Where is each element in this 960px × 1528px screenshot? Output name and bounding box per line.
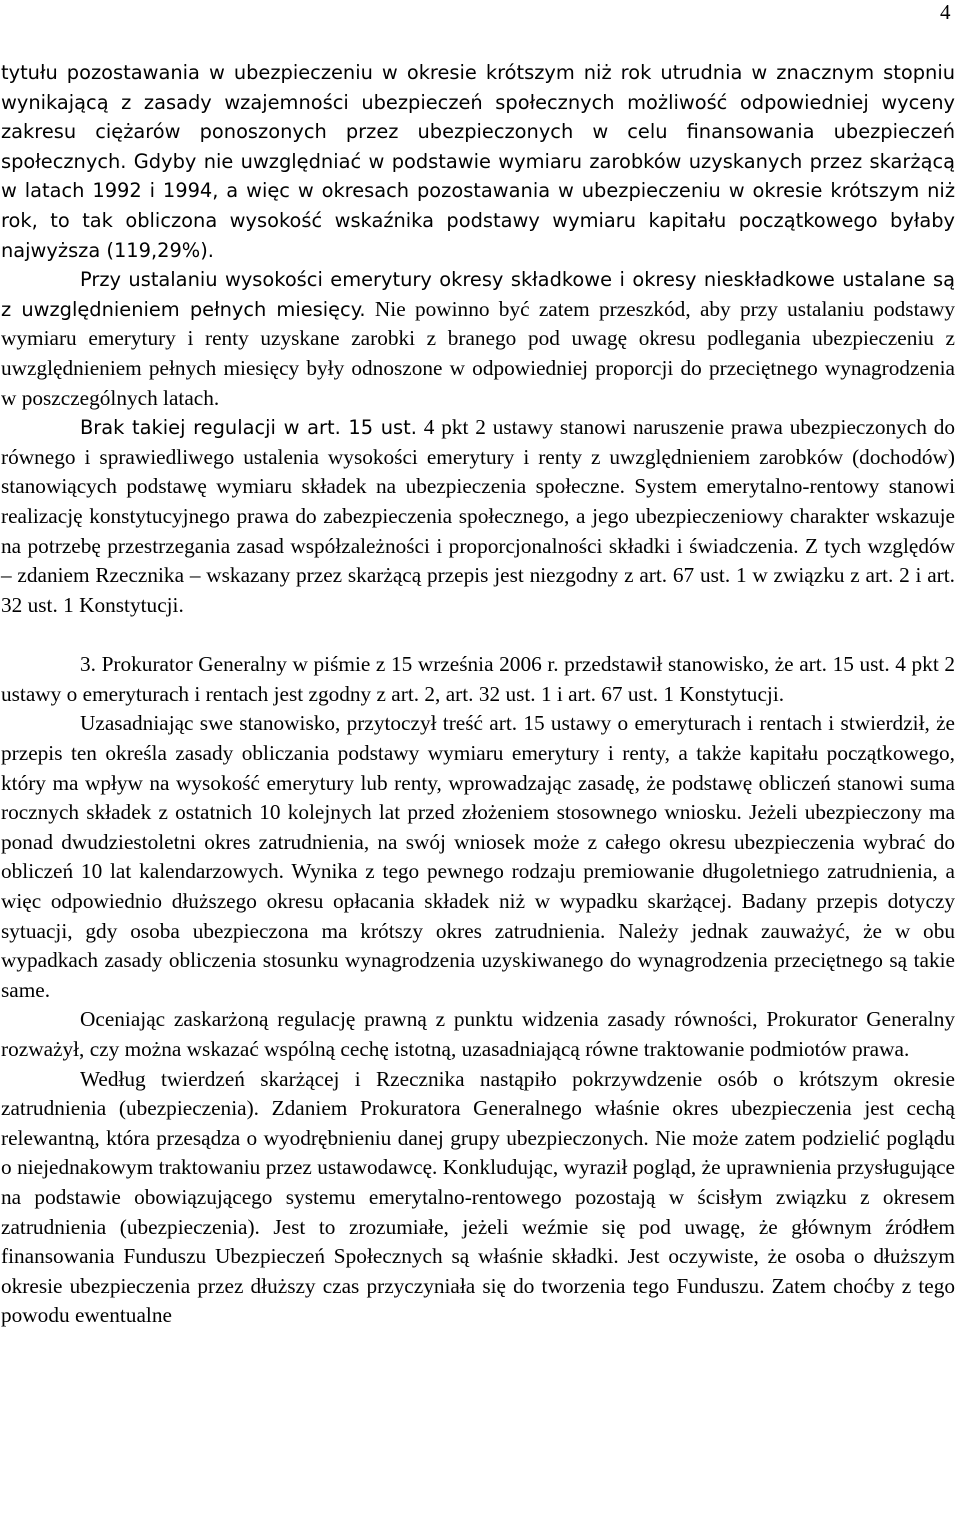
paragraph-serif-run: Nie powinno być zatem przeszkód, aby przy ustalaniu podstawy wymiaru emerytury i renty uzyskane zarobki z branego pod uwagę okresu podlegania ubezpieczeniu z uwzględnieniem pełnych miesięcy były odnoszone w odpowiedniej proporcji do przeciętnego wynagrodzenia w poszczególnych latach. bbox=[1, 296, 955, 410]
paragraph-serif-run: 4 pkt 2 ustawy stanowi naruszenie prawa ubezpieczonych do równego i sprawiedliwego ustalenia wysokości emerytury i renty z uwzględnieniem zarobków (dochodów) stanowiących podstawę wymiaru składek na ubezpieczenia społeczne. System emerytalno-rentowy stanowi realizację konstytucyjnego prawa do zabezpieczenia społecznego, a jego ubezpieczeniowy charakter wskazuje na potrzebę przestrzegania zasad współzależności i proporcjonalności składki i świadczenia. Z tych względów – zdaniem Rzecznika – wskazany przez skarżącą przepis jest niezgodny z art. 67 ust. 1 w związku z art. 2 i art. 32 ust. 1 Konstytucji. bbox=[1, 415, 955, 617]
paragraph-equality: Oceniając zaskarżoną regulację prawną z punktu widzenia zasady równości, Prokurator Generalny rozważył, czy można wskazać wspólną cechę istotną, uzasadniającą równe traktowanie podmiotów prawa. bbox=[1, 1007, 955, 1061]
paragraph-sans-run: Brak takiej regulacji w art. 15 ust. bbox=[80, 416, 417, 440]
paragraph-full-months bbox=[1, 265, 955, 413]
paragraph-continuation: tytułu pozostawania w ubezpieczeniu w okresie krótszym niż rok utrudnia w znacznym stopniu wynikającą z zasady wzajemności ubezpieczeń społecznych możliwość odpowiedniej wyceny zakresu ciężarów ponoszonych przez ubezpieczonych w celu finansowania ubezpieczeń społecznych. Gdyby nie uwzględniać w podstawie wymiaru zarobków uzyskanych przez skarżącą w latach 1992 i 1994, a więc w okresach pozostawania w ubezpieczeniu w okresie krótszym niż rok, to tak obliczona wysokość wskaźnika podstawy wymiaru kapitału początkowego byłaby najwyższa (119,29%). bbox=[1, 61, 955, 262]
document-body bbox=[1, 58, 955, 1331]
paragraph-sans-run: Przy ustalaniu wysokości emerytury okresy składkowe i okresy nieskładkowe ustalane są z uwzględnieniem pełnych miesięcy. bbox=[1, 268, 955, 321]
page-number: 4 bbox=[940, 0, 951, 24]
paragraph-violation bbox=[1, 413, 955, 620]
paragraph-conclusion: Według twierdzeń skarżącej i Rzecznika nastąpiło pokrzywdzenie osób o krótszym okresie zatrudnienia (ubezpieczenia). Zdaniem Prokuratora Generalnego właśnie okres ubezpieczenia jest cechą relewantną, która przesądza o wyodrębnieniu danej grupy ubezpieczonych. Nie może zatem podzielić poglądu o niejednakowym traktowaniu przez ustawodawcę. Konkludując, wyraził pogląd, że uprawnienia przysługujące na podstawie obowiązującego systemu emerytalno-rentowego pozostają w ścisłym związku z okresem zatrudnienia (ubezpieczenia). Jest to zrozumiałe, jeżeli weźmie się pod uwagę, że głównym źródłem finansowania Funduszu Ubezpieczeń Społecznych są właśnie składki. Jest oczywiste, że osoba o dłuższym okresie ubezpieczenia przez dłuższy czas przyczyniała się do tworzenia tego Funduszu. Zatem choćby z tego powodu ewentualne bbox=[1, 1066, 955, 1328]
paragraph-justification: Uzasadniając swe stanowisko, przytoczył treść art. 15 ustawy o emeryturach i rentach i stwierdził, że przepis ten określa zasady obliczania podstawy wymiaru emerytury i renty, a także kapitału początkowego, który ma wpływ na wysokość emerytury lub renty, wprowadzając zasadę, że podstawę obliczeń stanowi suma rocznych składek z ostatnich 10 kolejnych lat przed złożeniem stosownego wniosku. Jeżeli ubezpieczony ma ponad dwudziestoletni okres zatrudnienia, na swój wniosek może z całego okresu ubezpieczenia wybrać do obliczeń 10 lat kalendarzowych. Wynika z tego pewnego rodzaju premiowanie długoletniego zatrudnienia, a więc odpowiednio dłuższego okresu opłacania składek niż w wypadku skarżącej. Badany przepis dotyczy sytuacji, gdy osoba ubezpieczona ma krótszy okres zatrudnienia. Należy jednak zauważyć, że w obu wypadkach zasady obliczenia stosunku wynagrodzenia uzyskiwanego do wynagrodzenia przeciętnego są takie same. bbox=[1, 711, 955, 1002]
paragraph-prosecutor-position: 3. Prokurator Generalny w piśmie z 15 września 2006 r. przedstawił stanowisko, że art. 15 ust. 4 pkt 2 ustawy o emeryturach i rentach jest zgodny z art. 2, art. 32 ust. 1 i art. 67 ust. 1 Konstytucji. bbox=[1, 652, 955, 706]
